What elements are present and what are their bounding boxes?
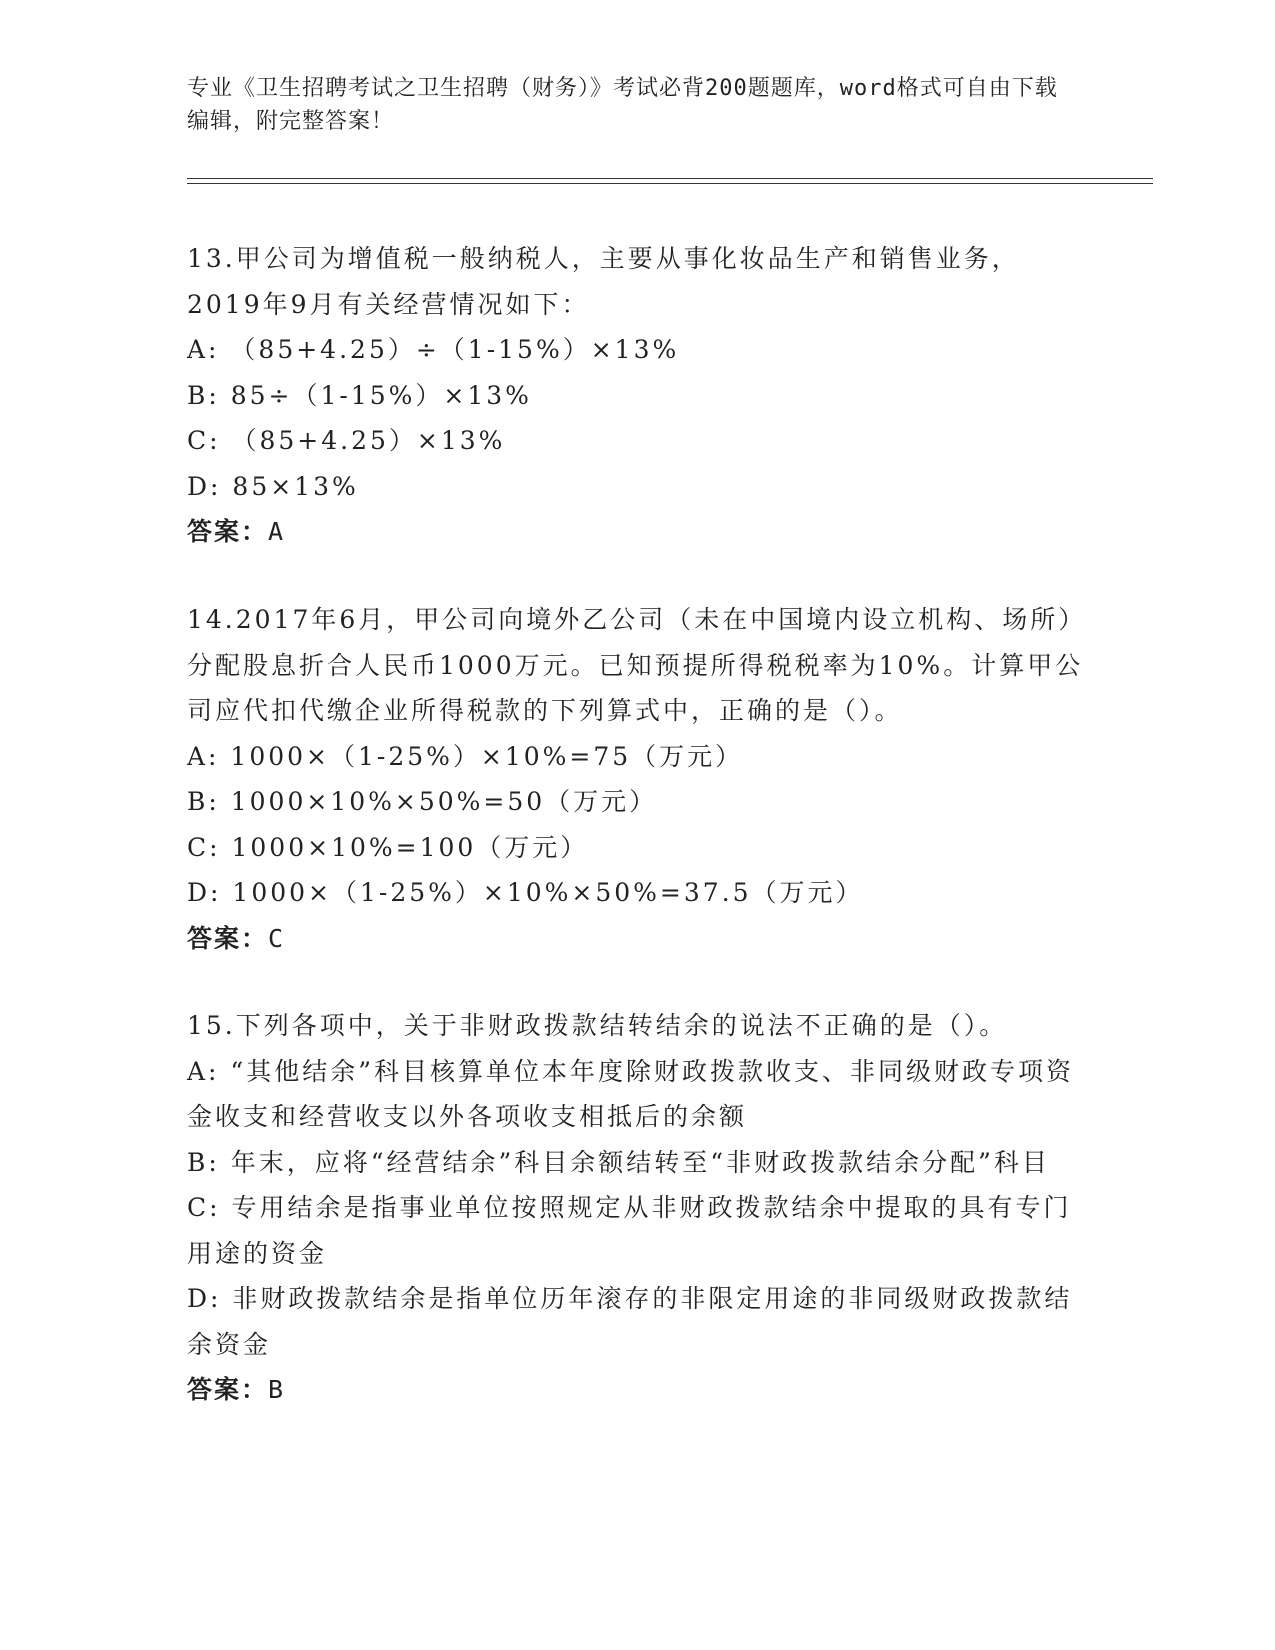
answer-label: 答案：: [187, 1375, 269, 1404]
question-stem: 13.甲公司为增值税一般纳税人，主要从事化妆品生产和销售业务，2019年9月有关经营情况如下：: [187, 244, 1020, 319]
answer-label: 答案：: [187, 517, 269, 546]
answer-line: [187, 916, 1087, 962]
question-stem: 15.下列各项中，关于非财政拨款结转结余的说法不正确的是（）。: [187, 1011, 1008, 1040]
question-14: [187, 597, 1087, 961]
option-a: A: 1000×（1-25%）×10%=75（万元）: [187, 741, 744, 771]
answer-label: 答案：: [187, 923, 269, 953]
option-a: A: （85+4.25）÷（1-15%）×13%: [187, 335, 680, 364]
option-b: B: 年末，应将“经营结余”科目余额结转至“非财政拨款结余分配”科目: [187, 1147, 1050, 1177]
option-a: A: “其他结余”科目核算单位本年度除财政拨款收支、非同级财政专项资金收支和经营收支以外各项收支相抵后的余额: [187, 1056, 1074, 1131]
question-stem: 14.2017年6月，甲公司向境外乙公司（未在中国境内设立机构、场所）分配股息折合人民币1000万元。已知预提所得税税率为10%。计算甲公司应代扣代缴企业所得税款的下列算式中，正确的是（）。: [187, 605, 1087, 725]
answer-value: C: [268, 923, 286, 953]
header-divider-top: [187, 178, 1153, 179]
answer-line: [187, 1367, 1087, 1413]
question-13: [187, 236, 1087, 555]
option-b: B: 1000×10%×50%=50（万元）: [187, 787, 658, 816]
option-b: B: 85÷（1-15%）×13%: [187, 380, 532, 410]
answer-line: [187, 509, 1087, 555]
header-divider-bottom: [187, 183, 1153, 184]
option-d: D: 1000×（1-25%）×10%×50%=37.5（万元）: [187, 878, 864, 907]
option-c: C: （85+4.25）×13%: [187, 426, 506, 455]
option-d: D: 非财政拨款结余是指单位历年滚存的非限定用途的非同级财政拨款结余资金: [187, 1284, 1073, 1359]
document-header: 专业《卫生招聘考试之卫生招聘（财务）》考试必背200题题库，word格式可自由下载编辑，附完整答案！: [187, 76, 1058, 134]
option-c: C: 专用结余是指事业单位按照规定从非财政拨款结余中提取的具有专门用途的资金: [187, 1193, 1072, 1268]
option-d: D: 85×13%: [187, 471, 359, 501]
answer-value: B: [268, 1375, 286, 1404]
answer-value: A: [268, 517, 286, 546]
option-c: C: 1000×10%=100（万元）: [187, 832, 589, 862]
question-15: [187, 1003, 1087, 1413]
